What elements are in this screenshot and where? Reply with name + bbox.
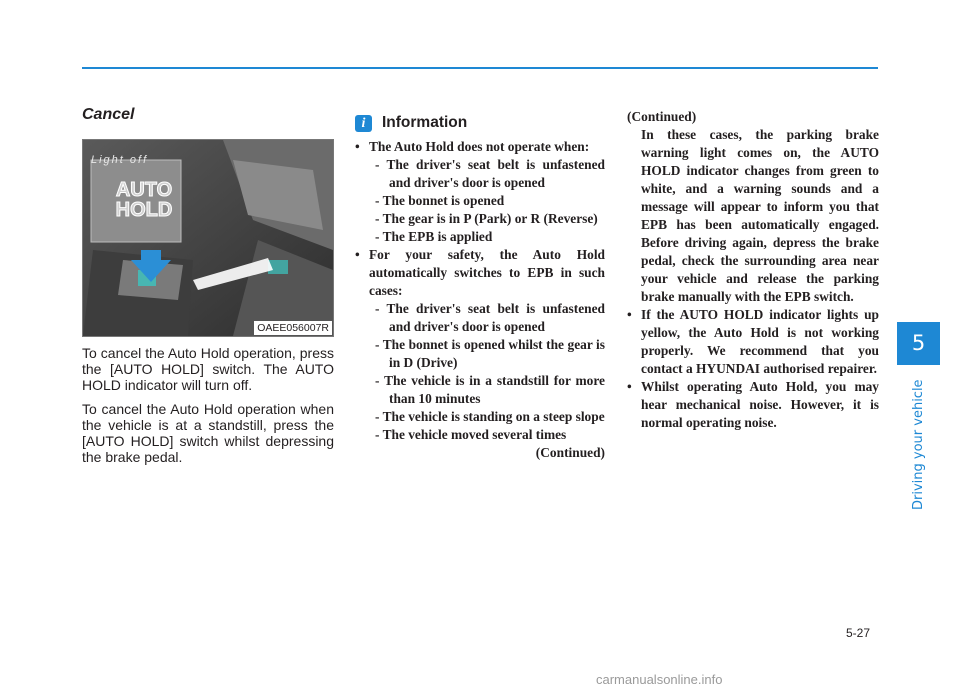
continued-heading: (Continued): [627, 109, 697, 124]
list-item: - The driver's seat belt is unfastened and driver's door is opened: [375, 301, 605, 334]
auto-text: AUTO: [115, 179, 173, 201]
info-icon: i: [355, 115, 372, 132]
auto-hold-illustration: [83, 140, 333, 336]
paragraph-cancel-2: To cancel the Auto Hold operation when the vehicle is at a standstill, press the [AUTO HOLD] switch whilst depressing the brake pedal.: [82, 401, 334, 465]
information-header: [355, 114, 605, 132]
middle-column: [355, 114, 605, 462]
bullet-yellow-indicator: • If the AUTO HOLD indicator lights up yellow, the Auto Hold is not working properly. We recommend that you contact a HYUNDAI authorised repairer.: [627, 306, 879, 378]
bullet-mechanical-noise: • Whilst operating Auto Hold, you may hear mechanical noise. However, it is normal operating noise.: [627, 378, 879, 432]
list-item: - The vehicle moved several times: [375, 427, 567, 442]
list-item: - The gear is in P (Park) or R (Reverse): [375, 211, 598, 226]
list-item: - The bonnet is opened: [375, 193, 505, 208]
auto-hold-figure: [82, 139, 334, 337]
list-item: - The EPB is applied: [375, 229, 493, 244]
header-rule: [82, 67, 878, 69]
chapter-title-tab: [897, 380, 940, 520]
watermark: carmanualsonline.info: [596, 672, 723, 687]
page-number: 5-27: [846, 626, 871, 640]
list-item: - The bonnet is opened whilst the gear is in D (Drive): [375, 337, 605, 370]
bullet-not-operate: • The Auto Hold does not operate when:: [355, 138, 605, 156]
information-title: Information: [382, 114, 468, 131]
continued-paragraph: In these cases, the parking brake warning light comes on, the AUTO HOLD indicator changes from green to white, and a warning sounds and a message will appear to inform you that EPB has been automatically engaged. Before driving again, depress the brake pedal, check the surrounding area near your vehicle and release the parking brake manually with the EPB switch.: [641, 127, 879, 304]
light-off-label: Light off: [91, 154, 149, 166]
continued-label: (Continued): [535, 445, 605, 460]
list-item: - The vehicle is standing on a steep slope: [375, 409, 605, 424]
hold-text: HOLD: [115, 199, 173, 221]
right-column: [627, 108, 879, 432]
bullet-safety: • For your safety, the Auto Hold automatically switches to EPB in such cases:: [355, 246, 605, 300]
section-title: Cancel: [82, 106, 135, 123]
auto-hold-button-image: [109, 180, 179, 220]
paragraph-cancel-1: To cancel the Auto Hold operation, press the [AUTO HOLD] switch. The AUTO HOLD indicator will turn off.: [82, 345, 334, 393]
figure-code: OAEE056007R: [254, 321, 332, 335]
list-item: - The driver's seat belt is unfastened and driver's door is opened: [375, 157, 605, 190]
chapter-number-tab: 5: [897, 322, 940, 365]
chapter-title-text: Driving your vehicle: [910, 379, 926, 510]
list-item: - The vehicle is in a standstill for more than 10 minutes: [375, 373, 605, 406]
left-column: [82, 106, 334, 473]
